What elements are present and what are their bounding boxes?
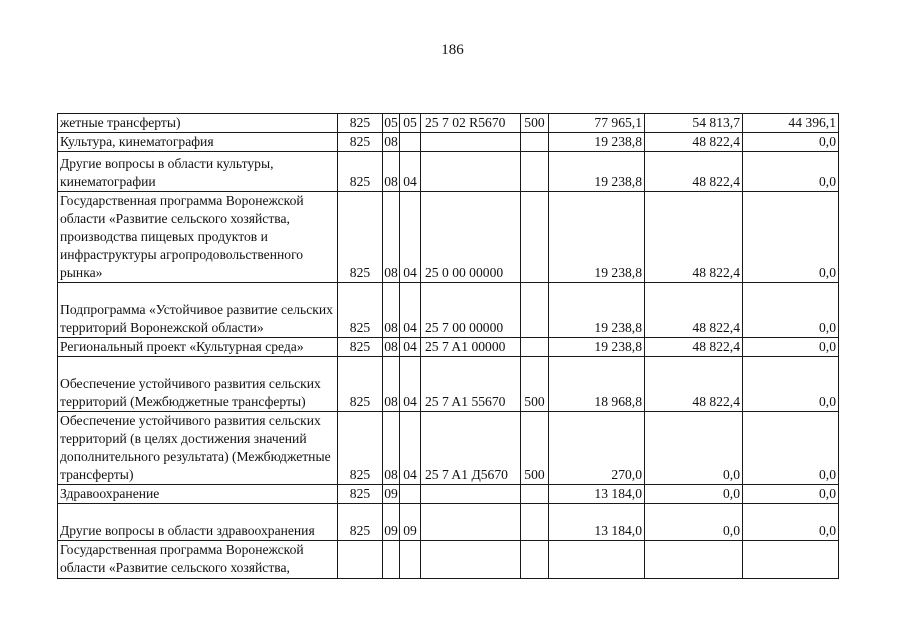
cell-pr (400, 133, 421, 152)
cell-sum-3: 44 396,1 (743, 114, 839, 133)
cell-sum-3: 0,0 (743, 283, 839, 338)
page-number: 186 (441, 42, 464, 58)
cell-gr: 825 (338, 357, 383, 412)
cell-vr: 500 (521, 412, 549, 485)
cell-sum-2: 48 822,4 (645, 192, 743, 283)
row-name: жетные трансферты) (58, 114, 338, 133)
table-row (58, 485, 839, 504)
cell-sum-2: 48 822,4 (645, 133, 743, 152)
cell-vr (521, 152, 549, 192)
cell-sum-3: 0,0 (743, 192, 839, 283)
cell-sum-2: 54 813,7 (645, 114, 743, 133)
cell-sum-1: 270,0 (549, 412, 645, 485)
cell-gr: 825 (338, 114, 383, 133)
cell-vr: 500 (521, 114, 549, 133)
table-row (58, 541, 839, 579)
cell-gr: 825 (338, 152, 383, 192)
table-body (58, 114, 839, 579)
row-name: Обеспечение устойчивого развития сельских территорий (Межбюджетные трансферты) (58, 357, 338, 412)
row-name: Культура, кинематография (58, 133, 338, 152)
table-row (58, 192, 839, 283)
cell-pr: 04 (400, 357, 421, 412)
cell-csr: 25 7 00 00000 (421, 283, 521, 338)
cell-pr: 04 (400, 338, 421, 357)
cell-rz: 08 (383, 338, 400, 357)
cell-sum-3: 0,0 (743, 152, 839, 192)
cell-rz (383, 541, 400, 579)
row-name: Другие вопросы в области культуры, кинематографии (58, 152, 338, 192)
cell-sum-1: 19 238,8 (549, 133, 645, 152)
cell-sum-1: 19 238,8 (549, 283, 645, 338)
cell-csr: 25 0 00 00000 (421, 192, 521, 283)
cell-rz: 08 (383, 133, 400, 152)
cell-vr (521, 133, 549, 152)
cell-gr (338, 541, 383, 579)
cell-pr (400, 485, 421, 504)
row-name: Государственная программа Воронежской области «Развитие сельского хозяйства, (58, 541, 338, 579)
table-row (58, 283, 839, 338)
cell-rz: 08 (383, 283, 400, 338)
cell-pr (400, 541, 421, 579)
budget-table (57, 113, 839, 579)
cell-pr: 05 (400, 114, 421, 133)
cell-csr (421, 152, 521, 192)
cell-sum-3: 0,0 (743, 485, 839, 504)
cell-gr: 825 (338, 338, 383, 357)
cell-pr: 04 (400, 412, 421, 485)
cell-sum-2: 48 822,4 (645, 283, 743, 338)
cell-gr: 825 (338, 283, 383, 338)
cell-sum-1: 19 238,8 (549, 192, 645, 283)
table-row (58, 412, 839, 485)
row-name: Здравоохранение (58, 485, 338, 504)
cell-sum-3: 0,0 (743, 504, 839, 541)
cell-vr (521, 283, 549, 338)
cell-rz: 05 (383, 114, 400, 133)
cell-sum-3: 0,0 (743, 338, 839, 357)
cell-csr (421, 541, 521, 579)
table-row (58, 338, 839, 357)
cell-gr: 825 (338, 192, 383, 283)
cell-gr: 825 (338, 504, 383, 541)
table-row (58, 357, 839, 412)
row-name: Другие вопросы в области здравоохранения (58, 504, 338, 541)
cell-sum-3: 0,0 (743, 412, 839, 485)
row-name: Обеспечение устойчивого развития сельских территорий (в целях достижения значений дополнительного результата) (Межбюджетные трансферты) (58, 412, 338, 485)
cell-pr: 09 (400, 504, 421, 541)
cell-sum-1: 19 238,8 (549, 338, 645, 357)
cell-sum-2: 0,0 (645, 485, 743, 504)
cell-vr (521, 541, 549, 579)
cell-sum-3: 0,0 (743, 357, 839, 412)
cell-rz: 08 (383, 412, 400, 485)
cell-gr: 825 (338, 485, 383, 504)
cell-csr (421, 485, 521, 504)
cell-csr (421, 504, 521, 541)
cell-vr: 500 (521, 357, 549, 412)
cell-sum-2: 0,0 (645, 504, 743, 541)
cell-pr: 04 (400, 192, 421, 283)
cell-csr: 25 7 A1 55670 (421, 357, 521, 412)
cell-sum-2: 0,0 (645, 412, 743, 485)
cell-csr: 25 7 02 R5670 (421, 114, 521, 133)
cell-vr (521, 504, 549, 541)
table-row (58, 133, 839, 152)
cell-vr (521, 192, 549, 283)
cell-rz: 09 (383, 485, 400, 504)
table-row (58, 504, 839, 541)
cell-vr (521, 338, 549, 357)
cell-sum-2: 48 822,4 (645, 152, 743, 192)
row-name: Государственная программа Воронежской области «Развитие сельского хозяйства, производства пищевых продуктов и инфраструктуры агропродовольственного рынка» (58, 192, 338, 283)
cell-pr: 04 (400, 152, 421, 192)
cell-sum-3 (743, 541, 839, 579)
cell-sum-3: 0,0 (743, 133, 839, 152)
cell-sum-1 (549, 541, 645, 579)
table-row (58, 152, 839, 192)
cell-rz: 08 (383, 152, 400, 192)
cell-sum-1: 77 965,1 (549, 114, 645, 133)
cell-sum-2: 48 822,4 (645, 338, 743, 357)
cell-vr (521, 485, 549, 504)
cell-rz: 08 (383, 357, 400, 412)
cell-rz: 08 (383, 192, 400, 283)
cell-sum-2 (645, 541, 743, 579)
cell-gr: 825 (338, 412, 383, 485)
cell-sum-2: 48 822,4 (645, 357, 743, 412)
table-row (58, 114, 839, 133)
cell-rz: 09 (383, 504, 400, 541)
cell-pr: 04 (400, 283, 421, 338)
cell-sum-1: 19 238,8 (549, 152, 645, 192)
cell-sum-1: 18 968,8 (549, 357, 645, 412)
cell-sum-1: 13 184,0 (549, 504, 645, 541)
cell-csr: 25 7 A1 00000 (421, 338, 521, 357)
cell-sum-1: 13 184,0 (549, 485, 645, 504)
cell-gr: 825 (338, 133, 383, 152)
cell-csr (421, 133, 521, 152)
row-name: Подпрограмма «Устойчивое развитие сельских территорий Воронежской области» (58, 283, 338, 338)
cell-csr: 25 7 A1 Д5670 (421, 412, 521, 485)
row-name: Региональный проект «Культурная среда» (58, 338, 338, 357)
